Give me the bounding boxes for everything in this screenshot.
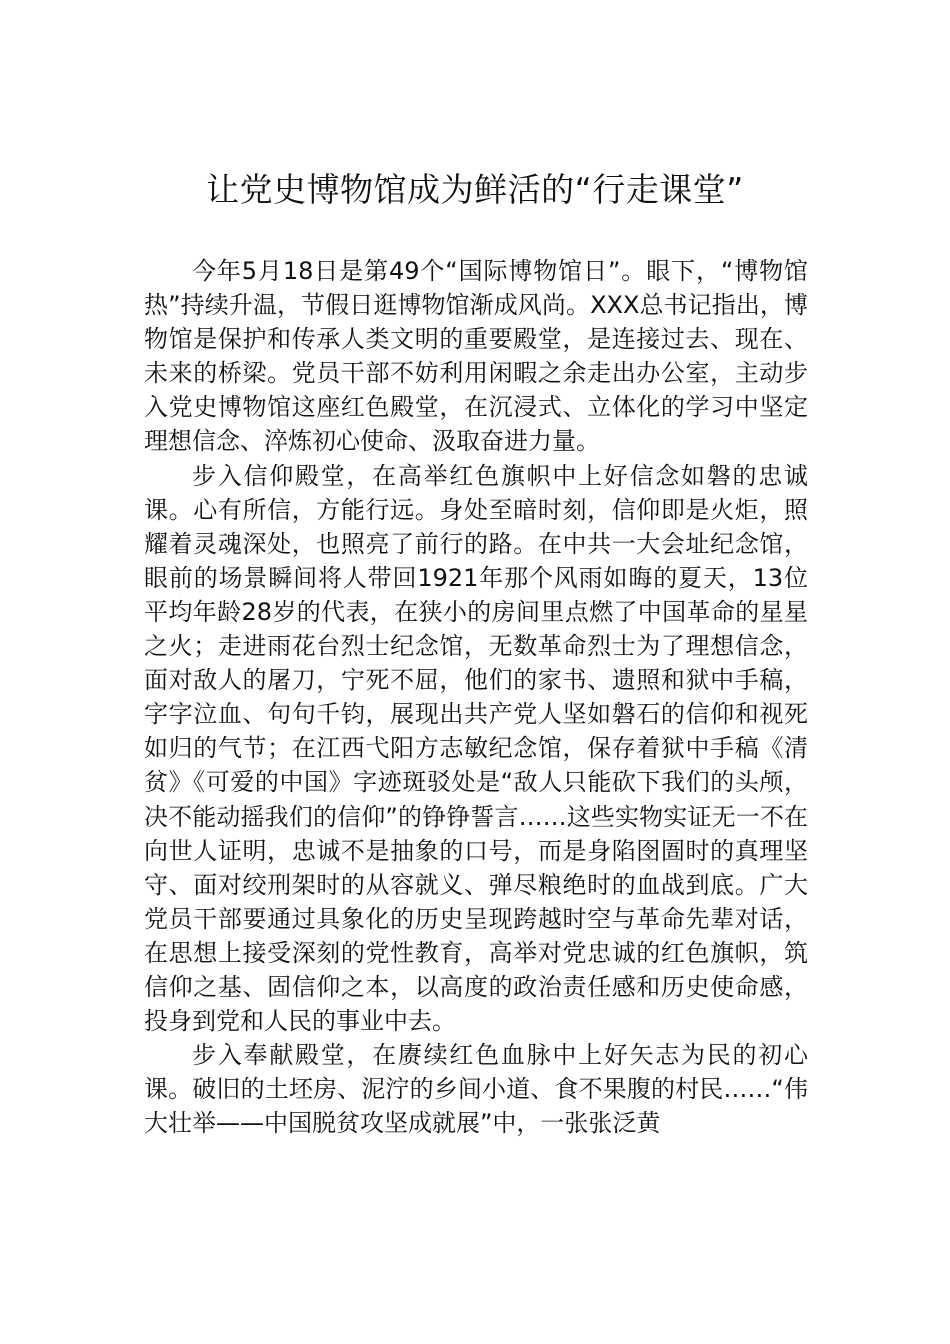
document-body	[144, 254, 808, 1140]
paragraph-1: 今年5月18日是第49个“国际博物馆日”。眼下，“博物馆热”持续升温，节假日逛博物馆渐成风尚。XXX总书记指出，博物馆是保护和传承人类文明的重要殿堂，是连接过去、现在、未来的桥梁。党员干部不妨利用闲暇之余走出办公室，主动步入党史博物馆这座红色殿堂，在沉浸式、立体化的学习中坚定理想信念、淬炼初心使命、汲取奋进力量。	[144, 257, 808, 456]
paragraph-3: 步入奉献殿堂，在赓续红色血脉中上好矢志为民的初心课。破旧的土坯房、泥泞的乡间小道、食不果腹的村民……“伟大壮举——中国脱贫攻坚成就展”中，一张张泛黄	[144, 1041, 808, 1138]
document-title: 让党史博物馆成为鲜活的“行走课堂”	[206, 170, 744, 209]
paragraph-2: 步入信仰殿堂，在高举红色旗帜中上好信念如磐的忠诚课。心有所信，方能行远。身处至暗时刻，信仰即是火炬，照耀着灵魂深处，也照亮了前行的路。在中共一大会址纪念馆，眼前的场景瞬间将人带回1921年那个风雨如晦的夏天，13位平均年龄28岁的代表，在狭小的房间里点燃了中国革命的星星之火；走进雨花台烈士纪念馆，无数革命烈士为了理想信念，面对敌人的屠刀，宁死不屈，他们的家书、遗照和狱中手稿，字字泣血、句句千钧，展现出共产党人坚如磐石的信仰和视死如归的气节；在江西弋阳方志敏纪念馆，保存着狱中手稿《清贫》《可爱的中国》字迹斑驳处是“敌人只能砍下我们的头颅，决不能动摇我们的信仰”的铮铮誓言……这些实物实证无一不在向世人证明，忠诚不是抽象的口号，而是身陷囹圄时的真理坚守、面对绞刑架时的从容就义、弹尽粮绝时的血战到底。广大党员干部要通过具象化的历史呈现跨越时空与革命先辈对话，在思想上接受深刻的党性教育，高举对党忠诚的红色旗帜，筑信仰之基、固信仰之本，以高度的政治责任感和历史使命感，投身到党和人民的事业中去。	[144, 461, 808, 1036]
